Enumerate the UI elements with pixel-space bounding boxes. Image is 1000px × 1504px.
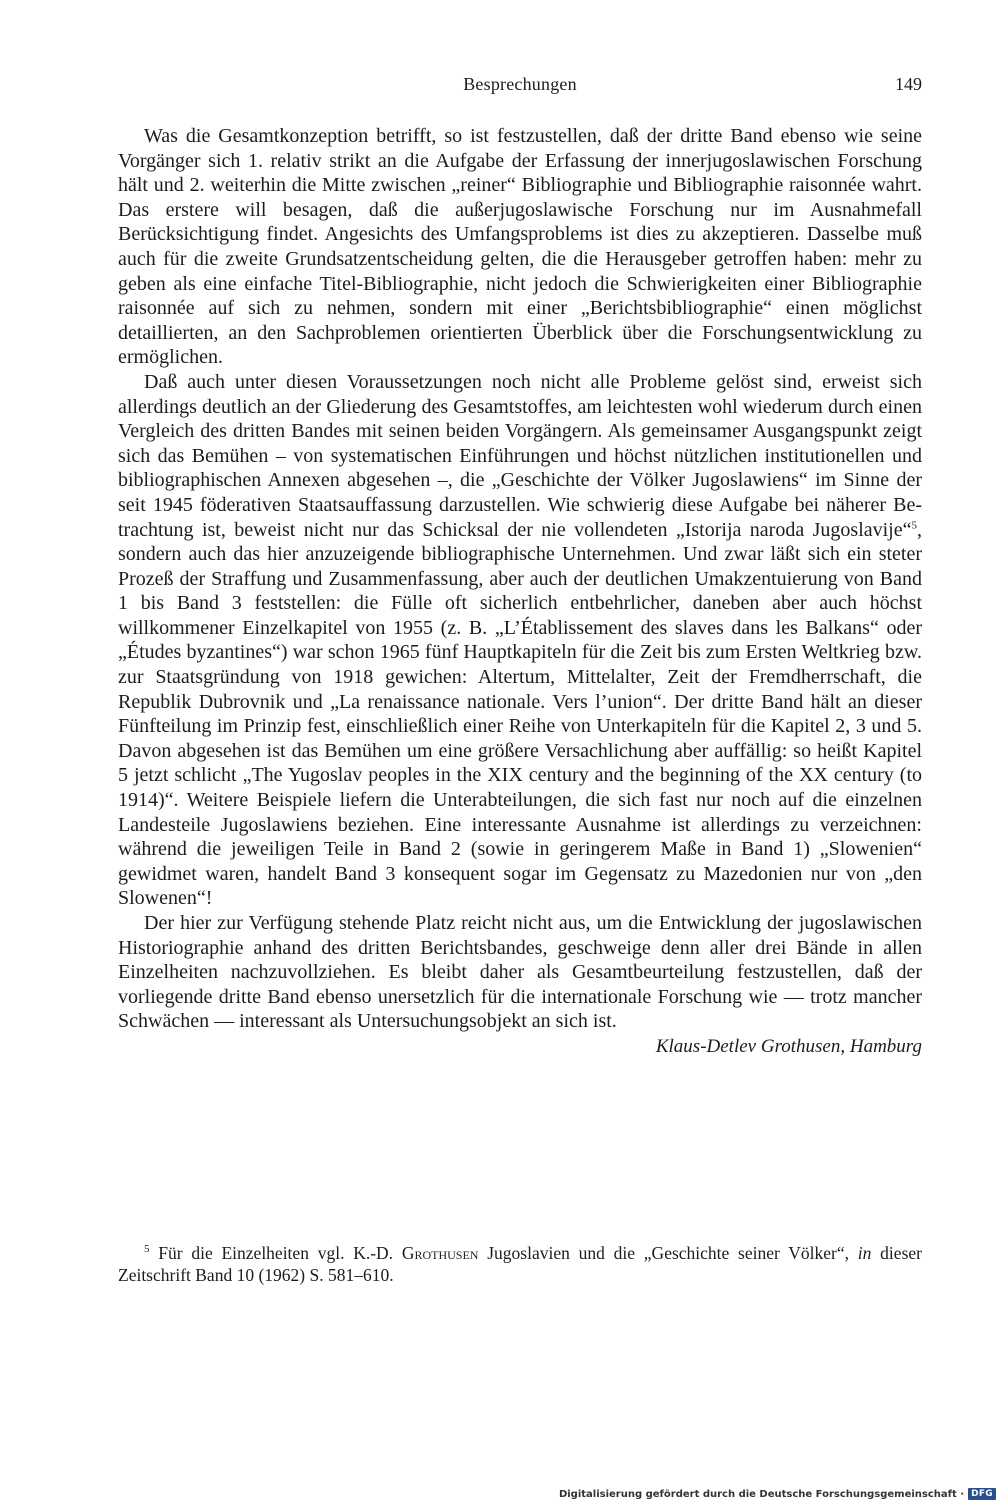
dfg-logo-icon: DFG [968, 1488, 996, 1500]
footnote-author: Grothusen [401, 1243, 479, 1263]
dfg-banner-text: Digitalisierung gefördert durch die Deutsche Forschungsgemeinschaft · [558, 1488, 965, 1500]
footnote-text-after: dieser Zeitschrift Band 10 (1962) S. 581–610. [118, 1243, 922, 1285]
dfg-funding-banner [559, 1488, 996, 1500]
page-number: 149 [895, 74, 922, 94]
footnote-in: in [857, 1243, 872, 1263]
footnote-text-before: Für die Einzelheiten vgl. K.-D. [149, 1243, 402, 1263]
page-header [118, 74, 922, 100]
paragraph-2-part-1: Daß auch unter diesen Voraussetzungen noch nicht alle Probleme gelöst sind, erweist sich allerdings deutlich an der Gliederung des Gesamtstoffes, am leichtesten wohl wiederum durch einen Vergleich des dritten Bandes mit seinen beiden Vorgängern. Als gemeinsamer Ausgangspunkt zeigt sich das Bemühen – von systematischen Einführungen und höchst nützlichen institutionellen und bibliographischen Annexen abgesehen –, die „Geschichte der Völker Jugoslawiens“ im Sinne der seit 1945 föderativen Staatsauffassung darzustellen. Wie schwierig diese Aufgabe bei näherer Betrachtung ist, beweist nicht nur das Schicksal der nie vollendeten „Istorija naroda Jugoslavije“ [118, 370, 922, 541]
footnote-reference: 5 [911, 518, 917, 531]
paragraph-2-part-2: , sondern auch das hier anzuzeigende bibliographische Unternehmen. Und zwar läßt sich ein steter Prozeß der Straffung und Zusammenfassung, aber auch der deutlichen Umakzentuierung von Band 1 bis Band 3 feststellen: die Fülle oft sicherlich entbehrlicher, daneben aber auch höchst willkommener Einzelkapitel von 1955 (z. B. „L’Établissement des slaves dans les Balkans“ oder „Études byzantines“) war schon 1965 fünf Hauptkapiteln für die Zeit bis zum Ersten Weltkrieg bzw. zur Staatsgründung von 1918 gewichen: Altertum, Mittelalter, Zeit der Fremdherrschaft, die Republik Dubrovnik und „La renaissance nationale. Vers l’union“. Der dritte Band hält an dieser Fünfteilung im Prinzip fest, einschließlich einer Reihe von Unterkapiteln für die Kapitel 2, 3 und 5. Davon abgesehen ist das Bemühen um eine größere Versachlichung aber auffällig: so heißt Kapitel 5 jetzt schlicht „The Yugoslav peoples in the XIX century and the beginning of the XX century (to 1914)“. Weitere Beispiele liefern die Unterabteilungen, die sich fast nur noch auf die einzelnen Landesteile Jugoslawiens beziehen. Eine interessante Ausnahme ist allerdings zu verzeichnen: während die jeweiligen Teile in Band 2 (sowie in geringerem Maße in Band 1) „Slowenien“ gewidmet waren, handelt Band 3 konsequent sogar im Gegensatz zu Mazedonien nur von „den Slowenen“! [118, 518, 922, 910]
paragraph-2 [118, 370, 922, 911]
running-title: Besprechungen [463, 74, 577, 94]
footnote-marker: 5 [144, 1243, 150, 1256]
paragraph-3: Der hier zur Verfügung stehende Platz reicht nicht aus, um die Entwicklung der jugoslawischen Historiographie anhand des dritten Berichtsbandes, geschweige denn aller drei Bände in allen Einzelheiten nachzuvollziehen. Es bleibt daher als Gesamtbeurteilung festzustellen, daß der vorliegende dritte Band ebenso unersetzlich für die internationale Forschung wie — trotz mancher Schwächen — interessant als Untersuchungsobjekt an sich ist. [118, 912, 922, 1033]
article-body [118, 124, 922, 1060]
paragraph-1: Was die Gesamtkonzeption betrifft, so ist festzustellen, daß der dritte Band ebenso wie seine Vorgänger sich 1. relativ strikt an die Aufgabe der Erfassung der innerjugoslawischen Forschung hält und 2. weiterhin die Mitte zwischen „reiner“ Bibliographie und Bibliographie raisonnée wahrt. Das erstere will besagen, daß die außerjugoslawische Forschung nur im Ausnahmefall Berücksichtigung findet. Angesichts des Umfangsproblems ist dies zu akzeptieren. Dasselbe muß auch für die zweite Grundsatzentscheidung gelten, die die Herausgeber getroffen haben: mehr zu geben als eine einfache Titel-Bibliographie, nicht jedoch die Schwierigkeiten einer Bibliographie raisonnée auf sich zu nehmen, sondern mit einer „Berichtsbibliographie“ einen möglichst detaillierten, an den Sachproblemen orientierten Überblick über die Forschungsentwicklung zu ermöglichen. [118, 125, 922, 369]
footnote-text-middle: Jugoslavien und die „Geschichte seiner Völker“, [478, 1243, 858, 1263]
author-signature: Klaus-Detlev Grothusen, Hamburg [655, 1035, 922, 1057]
footnote [118, 1242, 922, 1286]
